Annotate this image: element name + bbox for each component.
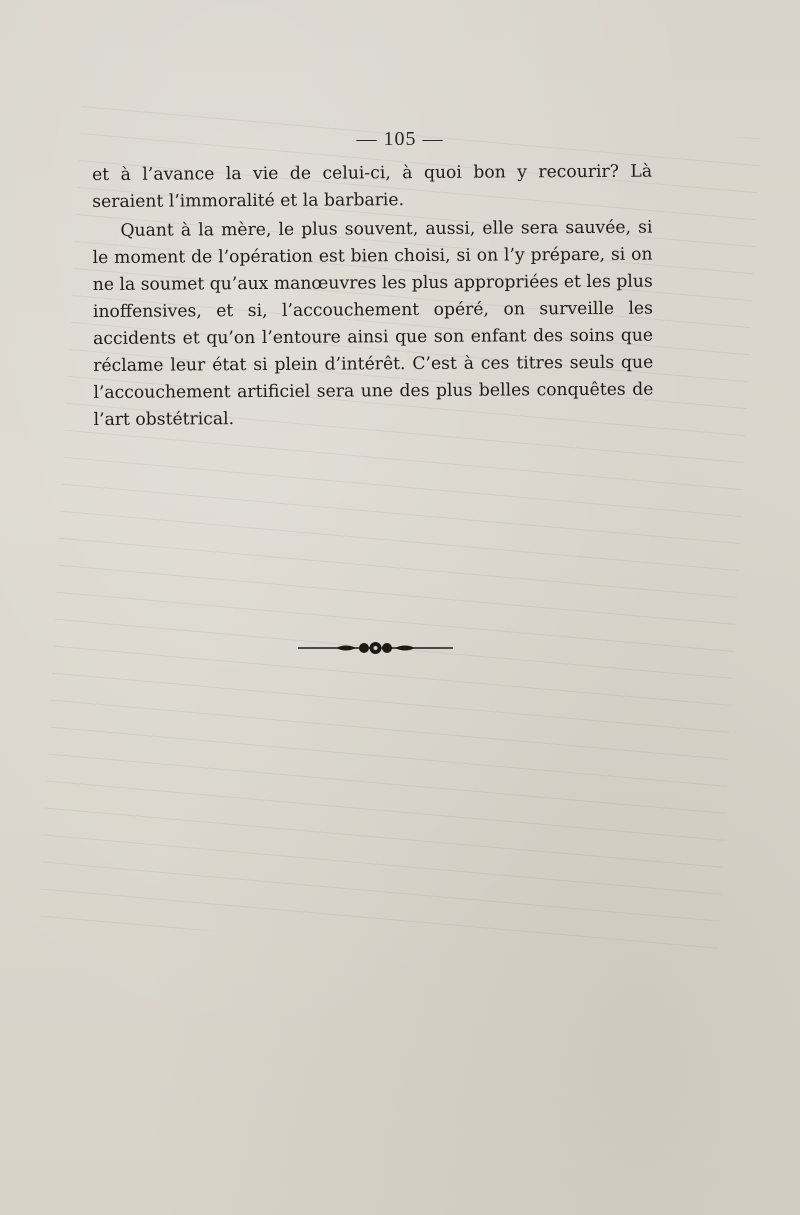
body-text (92, 159, 654, 434)
page-number: — 105 — (356, 128, 444, 150)
paragraph-continuation: et à l’avance la vie de celui-ci, à quoi bon y recourir? Là seraient l’immoralité et la barbarie. (92, 161, 653, 212)
decorative-rule-ornament-icon (298, 640, 453, 656)
paragraph-mother: Quant à la mère, le plus souvent, aussi, elle sera sauvée, si le moment de l’opération est bien choisi, si on l’y prépare, si on ne la soumet qu’aux manœuvres les plus appropriées et les plus inoffensives, et si, l’accouchement opéré, on surveille les accidents et qu’on l’entoure ainsi que son enfant des soins que réclame leur état si plein d’intérêt. C’est à ces titres seuls que l’accouchement artificiel sera une des plus belles conquêtes de l’art obstétrical. (92, 217, 654, 430)
